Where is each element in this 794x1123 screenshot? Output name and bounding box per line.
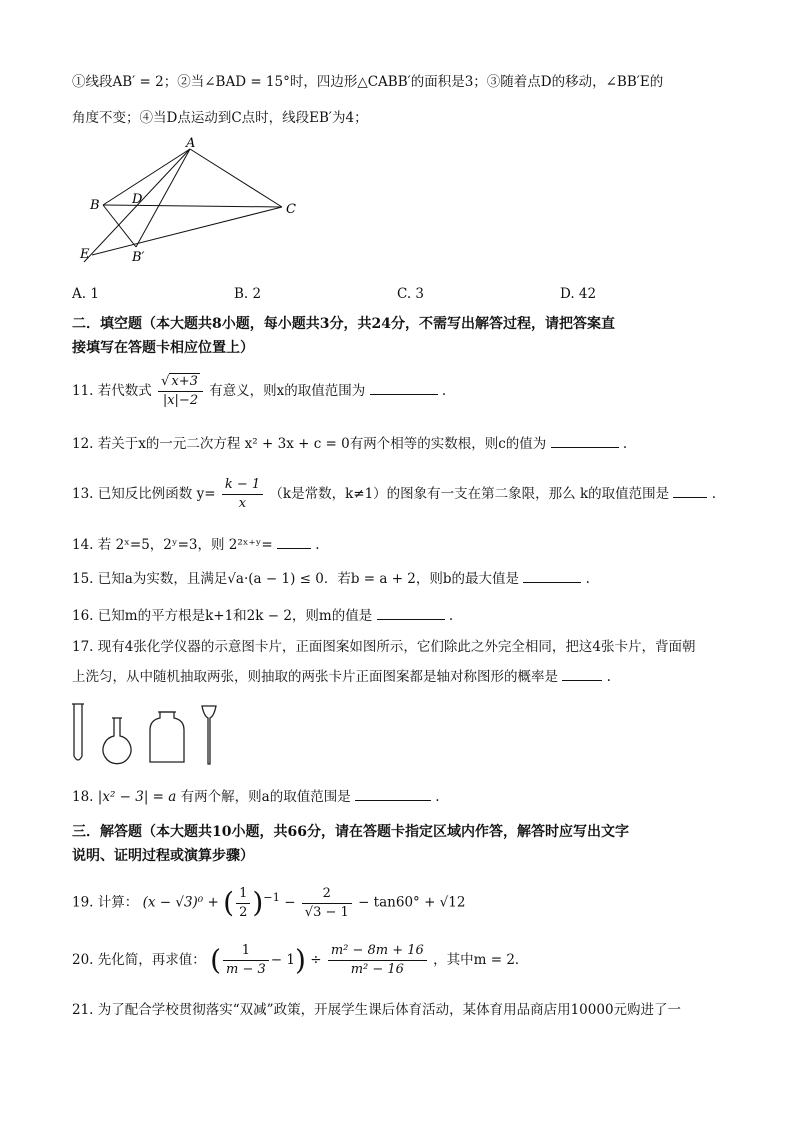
q11-answer-blank[interactable] [370,380,438,395]
q13 [72,474,724,514]
q12-end: . [622,436,628,452]
q18-expr: |x² − 3| = a [97,789,177,805]
q20-post: ，其中m = 2． [433,952,529,968]
q12-number: 12. [72,436,94,452]
q16-text: 已知m的平方根是k+1和2k − 2，则m的值是 [97,608,373,624]
segment-eb-prime-c [92,207,282,255]
q15-end: . [585,571,590,587]
q20-f2-den: m² − 16 [350,962,404,977]
q11-post: 有意义，则x的取值范围为 [209,383,366,399]
q14 [72,534,724,555]
label-b-prime: B′ [132,250,145,265]
q14-text: 若 2ˣ=5，2ʸ=3，则 2²ˣ⁺ʸ= [97,537,273,553]
chemistry-instruments [64,700,234,770]
q16 [72,605,724,626]
q13-answer-blank[interactable] [673,483,707,498]
label-d: D [132,192,143,207]
q19-number: 19. [72,894,94,911]
label-a: A [186,136,196,151]
q19-term3-den: √3 − 1 [304,904,349,920]
choice-a: A. 1 [72,286,99,302]
choice-c: C. 3 [397,286,425,302]
q20-minus1: − 1 [270,952,295,968]
q20-fraction1 [223,942,269,979]
q10-line2: 角度不变；④当D点运动到C点时，线段EB′为4； [72,110,368,126]
q17-number: 17. [72,639,94,655]
q14-end: . [315,537,320,553]
section3-line1: 三．解答题（本大题共10小题，共66分，请在答题卡指定区域内作答，解答时应写出文字 [72,824,629,840]
q16-end: . [448,608,454,624]
q12 [72,433,724,454]
q21-number: 21. [72,1002,94,1018]
q15 [72,568,724,589]
q13-fraction [222,476,263,513]
q16-number: 16. [72,608,94,624]
q18-text: 有两个解，则a的取值范围是 [180,789,351,805]
test-tube-icon [72,704,84,760]
q13-pre: 已知反比例函数 y= [97,486,216,502]
q11 [72,372,724,410]
q14-answer-blank[interactable] [277,534,311,549]
q11-numerator: x+3 [171,374,198,389]
section2-line1: 二．填空题（本大题共8小题，每小题共3分，共24分，不需写出解答过程，请把答案直 [72,316,615,332]
q20-f1-den: m − 3 [226,962,266,977]
q18-number: 18. [72,789,94,805]
q15-answer-blank[interactable] [523,568,581,583]
q17-end: . [606,669,611,685]
q19-term3 [302,885,352,922]
q18 [72,786,724,807]
section3-line2: 说明、证明过程或演算步骤） [72,848,254,864]
q19-term2-num: 1 [236,885,250,904]
q11-number: 11. [72,383,94,399]
q13-end: . [711,486,717,502]
q21-text: 为了配合学校贯彻落实“双减”政策，开展学生课后体育活动，某体育用品商店用10000元购进了一 [97,1002,682,1018]
label-b: B [90,198,100,213]
q20: 20. 先化简，再求值： ( $\frac{1}{m - 3}$ − 1) ÷ $\frac{\text{m² − 8m + 16}}{\text{m² − 16}}$ ，其中m = 2． [72,943,529,977]
segment-ab [103,149,190,205]
q19-tail: − tan60° + √12 [358,894,466,911]
label-e: E [80,247,90,262]
q13-denominator: x [238,496,247,511]
q11-fraction: $\frac{√ x+3}{|x|-2}$ [158,373,203,410]
q15-text: 已知a为实数，且满足√a·(a − 1) ≤ 0．若b = a + 2，则b的最大值是 [97,571,520,587]
q11-denominator: |x|−2 [162,393,199,408]
q17-text2: 上洗匀，从中随机抽取两张，则抽取的两张卡片正面图案都是轴对称图形的概率是 [72,669,558,685]
flask-icon [103,718,131,764]
q17-text1: 现有4张化学仪器的示意图卡片，正面图案如图所示，它们除此之外完全相同，把这4张卡片，背面朝 [97,639,696,655]
q20-div: ÷ [310,952,322,968]
q15-number: 15. [72,571,94,587]
q10-line1: ①线段AB′ = 2；②当∠BAD = 15°时，四边形△CABB′的面积是3；③随着点D的移动，∠BB′E的 [72,74,664,90]
q20-f2-num: m² − 8m + 16 [328,942,427,961]
jar-icon [150,712,184,762]
q20-fraction2 [328,942,427,979]
q20-pre: 先化简，再求值： [97,952,206,968]
q19-term2-exp: −1 [263,891,280,904]
funnel-icon [202,706,216,764]
q11-pre: 若代数式 [97,383,152,399]
choice-b: B. 2 [234,286,262,302]
q19: 19. 计算： (x − √3)⁰ + ( $\frac{1}{2}$ )$^{-1}$ − $\frac{2}{√3 - 1}$ − tan60° + √12 [72,885,466,920]
q17-line2 [72,666,724,687]
q12-answer-blank[interactable] [551,433,619,448]
choice-d: D. 42 [560,286,597,302]
segment-ac [190,149,282,207]
label-c: C [286,202,296,217]
q21 [72,1000,724,1020]
geometry-figure [70,135,310,275]
q19-term1: (x − √3)⁰ [142,894,204,911]
q18-end: . [435,789,440,805]
segment-bc [103,205,282,207]
q20-number: 20. [72,952,94,968]
q12-text: 若关于x的一元二次方程 x² + 3x + c = 0有两个相等的实数根，则c的值为 [97,436,547,452]
q19-term2 [236,885,250,922]
q18-answer-blank[interactable] [355,786,431,801]
section2-line2: 接填写在答题卡相应位置上） [72,340,254,356]
q17-line1 [72,637,724,657]
q19-term3-num: 2 [302,885,352,904]
q19-pre: 计算： [97,894,139,911]
q11-end: . [441,383,447,399]
q19-term2-den: 2 [239,904,248,920]
q17-answer-blank[interactable] [562,666,602,681]
q13-numerator: k − 1 [222,476,263,495]
q14-number: 14. [72,537,94,553]
q13-post: （k是常数，k≠1）的图象有一支在第二象限，那么 k的取值范围是 [269,486,670,502]
q13-number: 13. [72,486,94,502]
q20-f1-num: 1 [223,942,269,961]
q16-answer-blank[interactable] [377,605,445,620]
